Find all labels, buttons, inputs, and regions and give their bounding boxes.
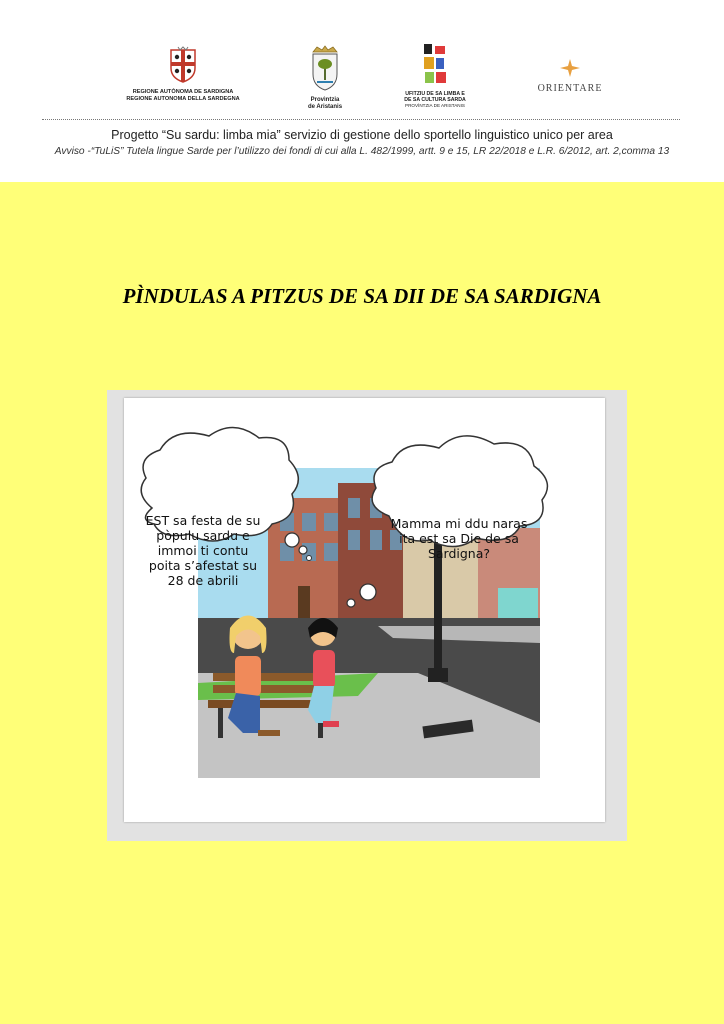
speech-bubbles	[124, 398, 605, 822]
comic-card	[124, 398, 605, 822]
header-divider	[42, 119, 680, 120]
sardegna-name-1: REGIONE AUTÒNOMA DE SARDIGNA	[132, 89, 234, 95]
provincia-name-1: Provìntzia	[310, 97, 340, 103]
lmba-logo-icon	[420, 42, 450, 86]
regione-sardegna-logo	[118, 46, 248, 102]
left-bubble-line: immoi ti contu	[157, 543, 249, 558]
sardinia-crest-icon	[168, 46, 198, 84]
header	[0, 0, 724, 182]
ufitziu-name-2: DE SA CULTURA SARDA	[404, 97, 466, 104]
provincia-name-2: de Aristanis	[307, 104, 343, 111]
right-bubble-line: Sardigna?	[427, 546, 491, 561]
left-bubble-text	[136, 513, 270, 588]
sardegna-name-2: REGIONE AUTONOMA DELLA SARDEGNA	[126, 95, 240, 102]
left-bubble-line: EST sa festa de su	[145, 513, 261, 528]
project-title: Progetto “Su sardu: limba mia” servizio di gestione dello sportello linguistico unico per area	[111, 128, 613, 142]
orientare-name: ORIENTARE	[537, 83, 603, 94]
ufitziu-logo	[392, 42, 478, 109]
left-bubble-line: 28 de abrili	[167, 573, 239, 588]
ufitziu-name-1: UFITZIU DE SA LIMBA E	[405, 91, 465, 97]
provincia-logo	[290, 44, 360, 111]
right-bubble-line: Mamma mi ddu naras	[390, 516, 528, 531]
document-title: PÌNDULAS A PITZUS DE SA DII DE SA SARDIGNA	[122, 284, 602, 308]
comic-frame	[107, 390, 627, 841]
left-bubble-line: pòpulu sardu e	[156, 528, 250, 543]
ufitziu-name-3: PROVÌNTZIA DE ARISTANIS	[405, 103, 465, 109]
provincia-crest-icon	[308, 44, 342, 92]
right-bubble-text	[380, 516, 538, 561]
project-subtitle: Avviso -“TuLiS” Tutela lingue Sarde per l’utilizzo dei fondi di cui alla L. 482/1999, artt. 9 e 15, LR 22/2018 e L.R. 6/2012, art. 2,comma 13	[54, 146, 670, 157]
left-bubble-line: poita s’afestat su	[148, 558, 258, 573]
orientare-logo	[530, 58, 610, 94]
compass-star-icon	[559, 58, 581, 78]
right-bubble-line: ita est sa Die de sa	[399, 531, 519, 546]
